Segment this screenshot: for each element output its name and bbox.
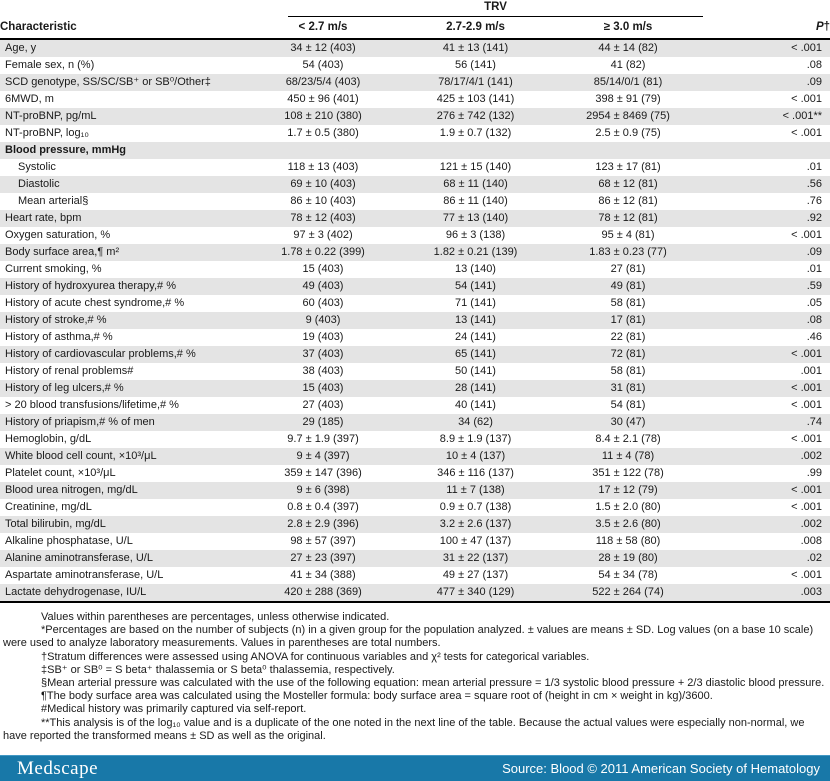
- table-row: [0, 448, 830, 465]
- footnote-line: *Percentages are based on the number of subjects (n) in a given group for the population analyzed. ± values are means ± SD. Log values (on a base 10 scale) were used to analyze laboratory measurements. Values in parentheses are total numbers.: [3, 624, 814, 650]
- cell-value: 41 (82): [610, 59, 646, 71]
- cell-p-value: .76: [806, 195, 823, 207]
- column-header-p: [703, 17, 830, 39]
- cell-value: 31 ± 22 (137): [398, 550, 553, 567]
- cell-value: 68/23/5/4 (403): [248, 74, 398, 91]
- row-label: Systolic: [18, 161, 56, 173]
- table-row: [0, 159, 830, 176]
- row-label: Alkaline phosphatase, U/L: [5, 535, 133, 547]
- cell-value: 40 (141): [455, 399, 496, 411]
- table-row: [0, 278, 830, 295]
- row-label: Current smoking, %: [5, 263, 102, 275]
- table-row: [0, 499, 830, 516]
- cell-value: 0.9 ± 0.7 (138): [439, 501, 512, 513]
- cell-value: 58 (81): [610, 297, 646, 309]
- footnote-line: §Mean arterial pressure was calculated with the use of the following equation: mean arterial pressure = 1/3 systolic blood pressure + 2/3 diastolic blood pressure.: [41, 677, 825, 690]
- cell-value: 8.9 ± 1.9 (137): [439, 433, 512, 445]
- cell-value: 351 ± 122 (78): [592, 467, 664, 479]
- cell-p-value: .46: [806, 331, 823, 343]
- cell-value: 28 (141): [398, 380, 553, 397]
- row-label: Oxygen saturation, %: [5, 229, 111, 241]
- cell-p-value: .08: [703, 312, 830, 329]
- table-row: [0, 465, 830, 482]
- cell-value: 78 ± 12 (81): [553, 210, 703, 227]
- cell-value: 60 (403): [302, 297, 344, 309]
- cell-p-value: .002: [703, 516, 830, 533]
- row-label: History of priapism,# % of men: [0, 414, 248, 431]
- row-label: History of cardiovascular problems,# %: [0, 346, 248, 363]
- row-label: Hemoglobin, g/dL: [5, 433, 92, 445]
- source-credit: Source: Blood © 2011 American Society of Hematology: [502, 761, 820, 776]
- cell-value: 359 ± 147 (396): [284, 467, 362, 479]
- cell-value: 24 (141): [455, 331, 496, 343]
- cell-p-value: .001: [800, 365, 823, 377]
- row-label: Platelet count, ×10³/μL: [5, 467, 116, 479]
- table-row: [0, 516, 830, 533]
- row-label: NT-proBNP, pg/mL: [0, 108, 248, 125]
- footnote-line: ¶The body surface area was calculated using the Mosteller formula: body surface area = square root of (height in cm × weight in kg)/3600.: [41, 690, 713, 703]
- cell-p-value: < .001: [791, 501, 823, 513]
- cell-value: 49 ± 27 (137): [442, 569, 509, 581]
- spanner-spacer-left: [0, 0, 248, 17]
- cell-value: 100 ± 47 (137): [439, 535, 512, 547]
- cell-value: 11 ± 7 (138): [398, 482, 553, 499]
- cell-value: 54 (81): [610, 399, 646, 411]
- cell-value: 30 (47): [553, 414, 703, 431]
- row-label: 6MWD, m: [5, 93, 54, 105]
- cell-p-value: < .001**: [703, 108, 830, 125]
- cell-p-value: < .001: [791, 93, 823, 105]
- table-row: [0, 125, 830, 142]
- p-dagger: †: [823, 20, 830, 33]
- row-label: Lactate dehydrogenase, IU/L: [0, 584, 248, 602]
- cell-value: 398 ± 91 (79): [595, 93, 661, 105]
- cell-value: [553, 142, 703, 159]
- cell-p-value: .59: [703, 278, 830, 295]
- cell-p-value: .09: [703, 74, 830, 91]
- cell-p-value: .02: [703, 550, 830, 567]
- cell-value: 8.4 ± 2.1 (78): [595, 433, 661, 445]
- cell-value: 2.5 ± 0.9 (75): [595, 127, 661, 139]
- cell-value: 15 (403): [248, 380, 398, 397]
- row-label: Female sex, n (%): [5, 59, 95, 71]
- cell-value: 54 (141): [398, 278, 553, 295]
- cell-p-value: < .001: [791, 569, 823, 581]
- footnote-line: **This analysis is of the log₁₀ value and is a duplicate of the one noted in the next line of the table. Because the actual values were especially non-normal, we have reported the transformed means ± SD as well as the original.: [3, 716, 805, 742]
- cell-value: 65 (141): [398, 346, 553, 363]
- cell-value: 9.7 ± 1.9 (397): [287, 433, 359, 445]
- cell-value: 11 ± 4 (78): [553, 448, 703, 465]
- table-row: [0, 312, 830, 329]
- cell-value: 13 (141): [398, 312, 553, 329]
- cell-p-value: < .001: [703, 39, 830, 57]
- row-label: History of leg ulcers,# %: [0, 380, 248, 397]
- cell-value: 22 (81): [610, 331, 646, 343]
- row-label: NT-proBNP, log₁₀: [5, 127, 89, 139]
- cell-value: 276 ± 742 (132): [398, 108, 553, 125]
- column-header-ge30: ≥ 3.0 m/s: [553, 17, 703, 39]
- cell-value: 17 (81): [553, 312, 703, 329]
- footer-bar: [0, 755, 830, 781]
- cell-value: 72 (81): [553, 346, 703, 363]
- column-header-27-29: 2.7-2.9 m/s: [398, 17, 553, 39]
- cell-value: 44 ± 14 (82): [553, 39, 703, 57]
- table-row: [0, 227, 830, 244]
- table-row: [0, 414, 830, 431]
- cell-value: 27 (81): [610, 263, 646, 275]
- cell-value: 1.7 ± 0.5 (380): [287, 127, 359, 139]
- cell-value: 78/17/4/1 (141): [398, 74, 553, 91]
- cell-value: 38 (403): [302, 365, 344, 377]
- table-row: [0, 363, 830, 380]
- cell-value: 95 ± 4 (81): [601, 229, 655, 241]
- row-label: Aspartate aminotransferase, U/L: [5, 569, 164, 581]
- cell-value: 68 ± 11 (140): [398, 176, 553, 193]
- p-label: P: [815, 20, 824, 33]
- row-label: Blood pressure, mmHg: [0, 142, 248, 159]
- table-row: [0, 74, 830, 91]
- table-row: [0, 482, 830, 499]
- cell-value: 108 ± 210 (380): [248, 108, 398, 125]
- cell-value: 37 (403): [248, 346, 398, 363]
- column-header-characteristic: Characteristic: [0, 17, 248, 39]
- table-row: [0, 193, 830, 210]
- cell-p-value: .01: [806, 161, 823, 173]
- cell-value: 54 ± 34 (78): [598, 569, 658, 581]
- cell-value: 1.5 ± 2.0 (80): [595, 501, 661, 513]
- cell-value: 41 ± 13 (141): [398, 39, 553, 57]
- cell-value: 86 ± 12 (81): [598, 195, 658, 207]
- cell-value: 71 (141): [455, 297, 496, 309]
- cell-value: 69 ± 10 (403): [248, 176, 398, 193]
- cell-value: 9 ± 4 (397): [248, 448, 398, 465]
- cell-value: 34 (62): [398, 414, 553, 431]
- row-label: Mean arterial§: [18, 195, 89, 207]
- cell-value: 123 ± 17 (81): [595, 161, 661, 173]
- cell-value: 27 (403): [302, 399, 344, 411]
- footnotes-block: [0, 611, 830, 743]
- footnote-line: ‡SB⁺ or SB⁰ = S beta⁺ thalassemia or S beta⁰ thalassemia, respectively.: [41, 663, 395, 676]
- table-row: [0, 380, 830, 397]
- cell-p-value: .05: [806, 297, 823, 309]
- row-label: Total bilirubin, mg/dL: [0, 516, 248, 533]
- cell-value: 450 ± 96 (401): [287, 93, 359, 105]
- column-header-row: [0, 17, 830, 39]
- cell-value: 121 ± 15 (140): [439, 161, 512, 173]
- footnote-line: Values within parentheses are percentages, unless otherwise indicated.: [41, 611, 390, 623]
- section-row: [0, 142, 830, 159]
- cell-p-value: < .001: [791, 433, 823, 445]
- cell-value: 17 ± 12 (79): [553, 482, 703, 499]
- cell-value: 9 ± 6 (398): [248, 482, 398, 499]
- cell-value: 420 ± 288 (369): [248, 584, 398, 602]
- cell-p-value: < .001: [791, 127, 823, 139]
- cell-value: 425 ± 103 (141): [436, 93, 515, 105]
- cell-value: 49 (403): [248, 278, 398, 295]
- row-label: Creatinine, mg/dL: [5, 501, 92, 513]
- cell-p-value: .92: [703, 210, 830, 227]
- cell-p-value: .56: [703, 176, 830, 193]
- cell-value: 86 ± 10 (403): [290, 195, 356, 207]
- cell-p-value: < .001: [703, 346, 830, 363]
- cell-value: 13 (140): [455, 263, 496, 275]
- table-row: [0, 550, 830, 567]
- cell-p-value: .74: [703, 414, 830, 431]
- cell-p-value: < .001: [791, 229, 823, 241]
- table-row: [0, 567, 830, 584]
- cell-p-value: .09: [703, 244, 830, 261]
- cell-p-value: .01: [806, 263, 823, 275]
- cell-p-value: [703, 142, 830, 159]
- table-row: [0, 295, 830, 312]
- row-label: Body surface area,¶ m²: [0, 244, 248, 261]
- cell-value: [248, 142, 398, 159]
- cell-value: 15 (403): [302, 263, 344, 275]
- cell-value: 78 ± 12 (403): [248, 210, 398, 227]
- row-label: History of asthma,# %: [5, 331, 113, 343]
- cell-p-value: .99: [806, 467, 823, 479]
- cell-value: 1.83 ± 0.23 (77): [553, 244, 703, 261]
- cell-value: 49 (81): [553, 278, 703, 295]
- cell-value: 3.2 ± 2.6 (137): [398, 516, 553, 533]
- cell-value: 97 ± 3 (402): [293, 229, 353, 241]
- table-row: [0, 210, 830, 227]
- cell-value: 34 ± 12 (403): [248, 39, 398, 57]
- table-row: [0, 431, 830, 448]
- table-row: [0, 57, 830, 74]
- column-header-lt27: < 2.7 m/s: [248, 17, 398, 39]
- cell-value: 0.8 ± 0.4 (397): [287, 501, 359, 513]
- table-row: [0, 176, 830, 193]
- cell-value: [398, 142, 553, 159]
- medscape-logo: Medscape: [17, 757, 99, 779]
- cell-p-value: .003: [703, 584, 830, 602]
- cell-value: 2954 ± 8469 (75): [553, 108, 703, 125]
- table-row: [0, 397, 830, 414]
- footnote-line: †Stratum differences were assessed using ANOVA for continuous variables and χ² tests for categorical variables.: [41, 650, 590, 663]
- cell-p-value: < .001: [703, 482, 830, 499]
- cell-value: 1.9 ± 0.7 (132): [439, 127, 512, 139]
- cell-value: 29 (185): [248, 414, 398, 431]
- cell-value: 98 ± 57 (397): [290, 535, 356, 547]
- trv-spanner-label: TRV: [288, 2, 703, 18]
- cell-value: 68 ± 12 (81): [553, 176, 703, 193]
- cell-value: 118 ± 13 (403): [287, 161, 359, 173]
- cell-value: 86 ± 11 (140): [443, 195, 508, 207]
- cell-p-value: < .001: [791, 399, 823, 411]
- cell-value: 50 (141): [455, 365, 496, 377]
- row-label: Heart rate, bpm: [0, 210, 248, 227]
- trv-spanner-cell: [248, 0, 703, 17]
- row-label: History of acute chest syndrome,# %: [5, 297, 185, 309]
- row-label: White blood cell count, ×10³/μL: [0, 448, 248, 465]
- row-label: Alanine aminotransferase, U/L: [0, 550, 248, 567]
- cell-value: 27 ± 23 (397): [248, 550, 398, 567]
- row-label: History of hydroxyurea therapy,# %: [0, 278, 248, 295]
- table-row: [0, 91, 830, 108]
- cell-value: 346 ± 116 (137): [437, 467, 514, 479]
- cell-p-value: .002: [703, 448, 830, 465]
- spanner-spacer-right: [703, 0, 830, 17]
- table-row: [0, 329, 830, 346]
- cell-value: 77 ± 13 (140): [398, 210, 553, 227]
- cell-value: 10 ± 4 (137): [398, 448, 553, 465]
- table-row: [0, 584, 830, 602]
- cell-value: 19 (403): [302, 331, 344, 343]
- table-body: [0, 39, 830, 602]
- cell-value: 28 ± 19 (80): [553, 550, 703, 567]
- table-row: [0, 346, 830, 363]
- cell-p-value: .008: [800, 535, 823, 547]
- cell-value: 118 ± 58 (80): [595, 535, 661, 547]
- cell-value: 9 (403): [248, 312, 398, 329]
- table-row: [0, 244, 830, 261]
- row-label: > 20 blood transfusions/lifetime,# %: [5, 399, 179, 411]
- cell-value: 522 ± 264 (74): [553, 584, 703, 602]
- cell-value: 1.78 ± 0.22 (399): [248, 244, 398, 261]
- trv-spanner-row: [0, 0, 830, 17]
- table-row: [0, 533, 830, 550]
- cell-value: 3.5 ± 2.6 (80): [553, 516, 703, 533]
- cell-value: 58 (81): [610, 365, 646, 377]
- row-label: History of renal problems#: [5, 365, 134, 377]
- row-label: Age, y: [0, 39, 248, 57]
- cell-value: 56 (141): [455, 59, 496, 71]
- footnote-line: #Medical history was primarily captured via self-report.: [41, 703, 307, 716]
- cell-value: 96 ± 3 (138): [445, 229, 506, 241]
- row-label: SCD genotype, SS/SC/SB⁺ or SB⁰/Other‡: [0, 74, 248, 91]
- table-row: [0, 39, 830, 57]
- cell-value: 31 (81): [553, 380, 703, 397]
- row-label: History of stroke,# %: [0, 312, 248, 329]
- row-label: Blood urea nitrogen, mg/dL: [0, 482, 248, 499]
- cell-value: 54 (403): [302, 59, 344, 71]
- cell-value: 477 ± 340 (129): [398, 584, 553, 602]
- cell-value: 85/14/0/1 (81): [553, 74, 703, 91]
- table-row: [0, 108, 830, 125]
- cell-p-value: < .001: [703, 380, 830, 397]
- cell-value: 2.8 ± 2.9 (396): [248, 516, 398, 533]
- cell-value: 1.82 ± 0.21 (139): [398, 244, 553, 261]
- cell-value: 41 ± 34 (388): [290, 569, 356, 581]
- row-label: Diastolic: [0, 176, 248, 193]
- table-row: [0, 261, 830, 278]
- cell-p-value: .08: [806, 59, 823, 71]
